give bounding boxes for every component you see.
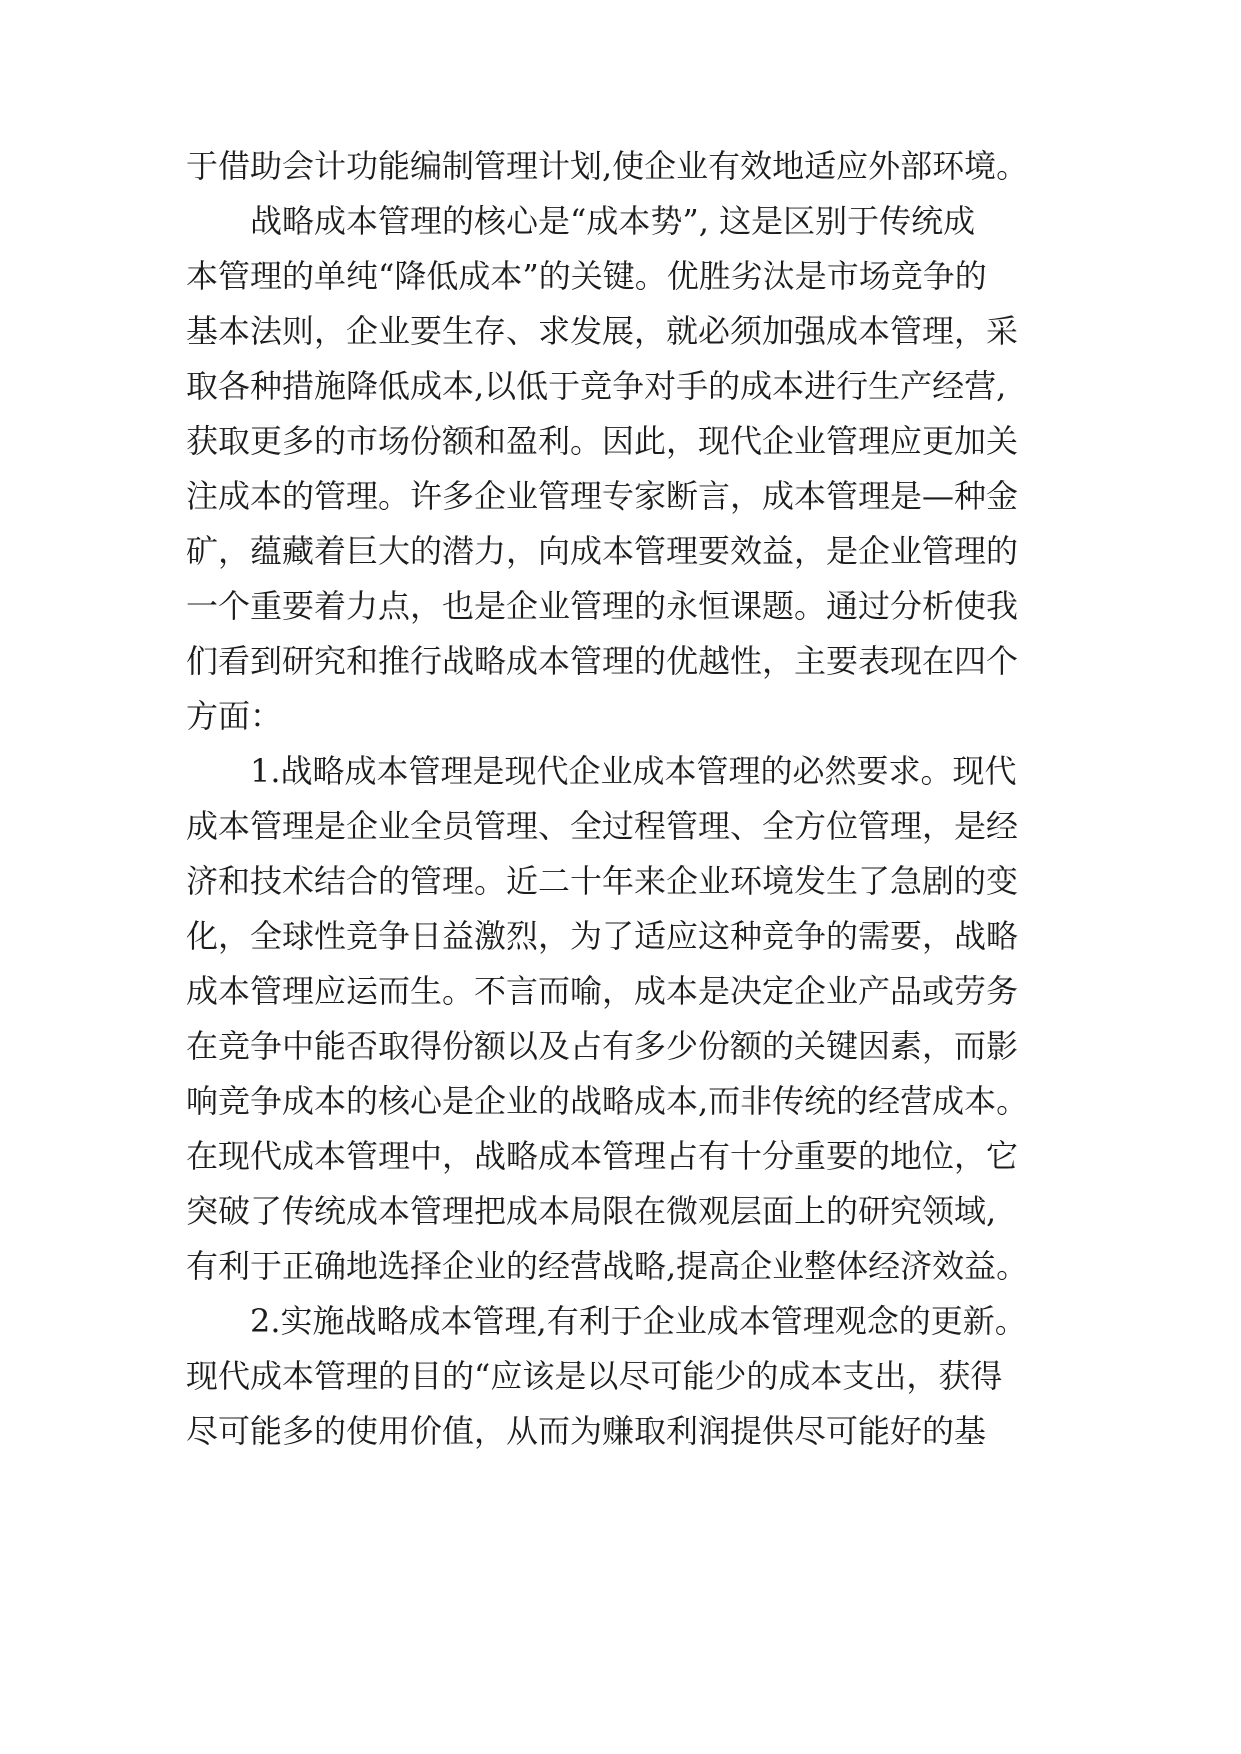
text-line: 成本管理是企业全员管理、全过程管理、全方位管理，是经 xyxy=(186,807,1019,845)
text-line: 注成本的管理。许多企业管理专家断言，成本管理是—种金 xyxy=(186,477,1019,515)
text-line: 们看到研究和推行战略成本管理的优越性，主要表现在四个 xyxy=(186,642,1019,680)
text-line: 化，全球性竞争日益激烈，为了适应这种竞争的需要，战略 xyxy=(186,917,1019,955)
text-line: 响竞争成本的核心是企业的战略成本,而非传统的经营成本。 xyxy=(186,1082,1029,1120)
text-line: 于借助会计功能编制管理计划,使企业有效地适应外部环境。 xyxy=(186,147,1029,185)
text-line: 基本法则，企业要生存、求发展，就必须加强成本管理，采 xyxy=(186,312,1019,350)
text-line: 方面： xyxy=(186,697,283,735)
text-line: 有利于正确地选择企业的经营战略,提高企业整体经济效益。 xyxy=(186,1247,1029,1285)
text-line: 矿，蕴藏着巨大的潜力，向成本管理要效益，是企业管理的 xyxy=(186,532,1019,570)
text-line: 2.实施战略成本管理,有利于企业成本管理观念的更新。 xyxy=(250,1302,1027,1340)
text-line: 本管理的单纯“降低成本”的关键。优胜劣汰是市场竞争的 xyxy=(186,257,987,295)
text-line: 突破了传统成本管理把成本局限在微观层面上的研究领域, xyxy=(186,1192,997,1230)
text-line: 战略成本管理的核心是“成本势”, 这是区别于传统成 xyxy=(250,202,976,240)
text-line: 一个重要着力点，也是企业管理的永恒课题。通过分析使我 xyxy=(186,587,1019,625)
text-line: 1.战略成本管理是现代企业成本管理的必然要求。现代 xyxy=(250,752,1017,790)
text-line: 获取更多的市场份额和盈利。因此，现代企业管理应更加关 xyxy=(186,422,1019,460)
text-line: 尽可能多的使用价值，从而为赚取利润提供尽可能好的基 xyxy=(186,1412,987,1450)
text-line: 现代成本管理的目的“应该是以尽可能少的成本支出，获得 xyxy=(186,1357,1003,1395)
text-line: 在竞争中能否取得份额以及占有多少份额的关键因素，而影 xyxy=(186,1027,1019,1065)
text-line: 取各种措施降低成本,以低于竞争对手的成本进行生产经营, xyxy=(186,367,1007,405)
text-line: 在现代成本管理中，战略成本管理占有十分重要的地位，它 xyxy=(186,1137,1019,1175)
text-line: 济和技术结合的管理。近二十年来企业环境发生了急剧的变 xyxy=(186,862,1019,900)
text-line: 成本管理应运而生。不言而喻，成本是决定企业产品或劳务 xyxy=(186,972,1019,1010)
